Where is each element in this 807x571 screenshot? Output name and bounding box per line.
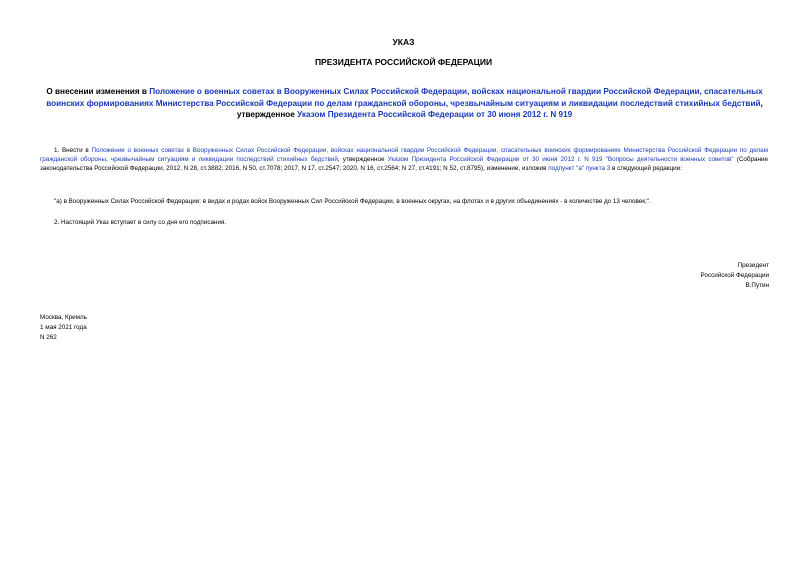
subject-link-decree[interactable]: Указом Президента Российской Федерации от 30 июня 2012 г. N 919 bbox=[297, 110, 573, 119]
place-date: 1 мая 2021 года bbox=[40, 324, 87, 332]
document-title: УКАЗ bbox=[392, 37, 415, 47]
document-number: N 262 bbox=[40, 334, 57, 342]
paragraph-1-text-2: , утвержденное bbox=[337, 156, 388, 164]
paragraph-1-link-decree[interactable]: Указом Президента Российской Федерации от 30 июня 2012 г. N 919 "Вопросы деятельности военных советов" bbox=[387, 156, 734, 164]
paragraph-1-text-4: в следующей редакции: bbox=[610, 165, 682, 173]
document-subtitle: ПРЕЗИДЕНТА РОССИЙСКОЙ ФЕДЕРАЦИИ bbox=[314, 57, 493, 67]
paragraph-1-link-regulation[interactable]: Положение о военных советах в Вооруженных Силах Российской Федерации, войсках национальной гвардии Российской Федерации, спасательных воинских формированиях Министерства Российской Федерации по делам гражданской обороны, чрезвычайным ситуациям и ликвидации последствий стихийных бедствий bbox=[40, 147, 768, 164]
document-subject bbox=[40, 86, 769, 121]
paragraph-1-text-1: 1. Внести в bbox=[54, 147, 92, 154]
paragraph-1-link-subclause[interactable]: подпункт "а" пункта 3 bbox=[548, 165, 611, 173]
paragraph-1-text-3: (Собрание законодательства Российской Федерации, 2012, N 28, ст.3882; 2016, N 50, ст.7078; 2017, N 17, ст.2547; 2020, N 16, ст.2564; N 27, ст.4191; N 52, ст.8795), изменение, изложив bbox=[40, 156, 768, 173]
paragraph-1 bbox=[40, 146, 768, 173]
signature-block bbox=[701, 261, 769, 292]
paragraph-2: "а) в Вооруженных Силах Российской Федерации: в видах и родах войск Вооруженных Сил Российской Федерации, в военных округах, на флотах и в других объединениях - в количестве до 13 человек;". bbox=[54, 198, 651, 205]
signature-title: Президент bbox=[737, 262, 769, 269]
signature-name: В.Путин bbox=[745, 282, 769, 290]
subject-link-regulation[interactable]: Положение о военных советах в Вооруженных Силах Российской Федерации, войсках национальной гвардии Российской Федерации, спасательных воинских формированиях Министерства Российской Федерации по делам гражданской обороны, чрезвычайным ситуациям и ликвидации последствий стихийных бедствий bbox=[46, 87, 763, 108]
place-date-block bbox=[40, 313, 87, 344]
paragraph-3: 2. Настоящий Указ вступает в силу со дня его подписания. bbox=[54, 219, 227, 226]
subject-middle: , утвержденное bbox=[236, 98, 763, 119]
place-city: Москва, Кремль bbox=[40, 314, 87, 321]
subject-prefix: О внесении изменения в bbox=[46, 87, 150, 96]
signature-country: Российской Федерации bbox=[700, 272, 769, 280]
